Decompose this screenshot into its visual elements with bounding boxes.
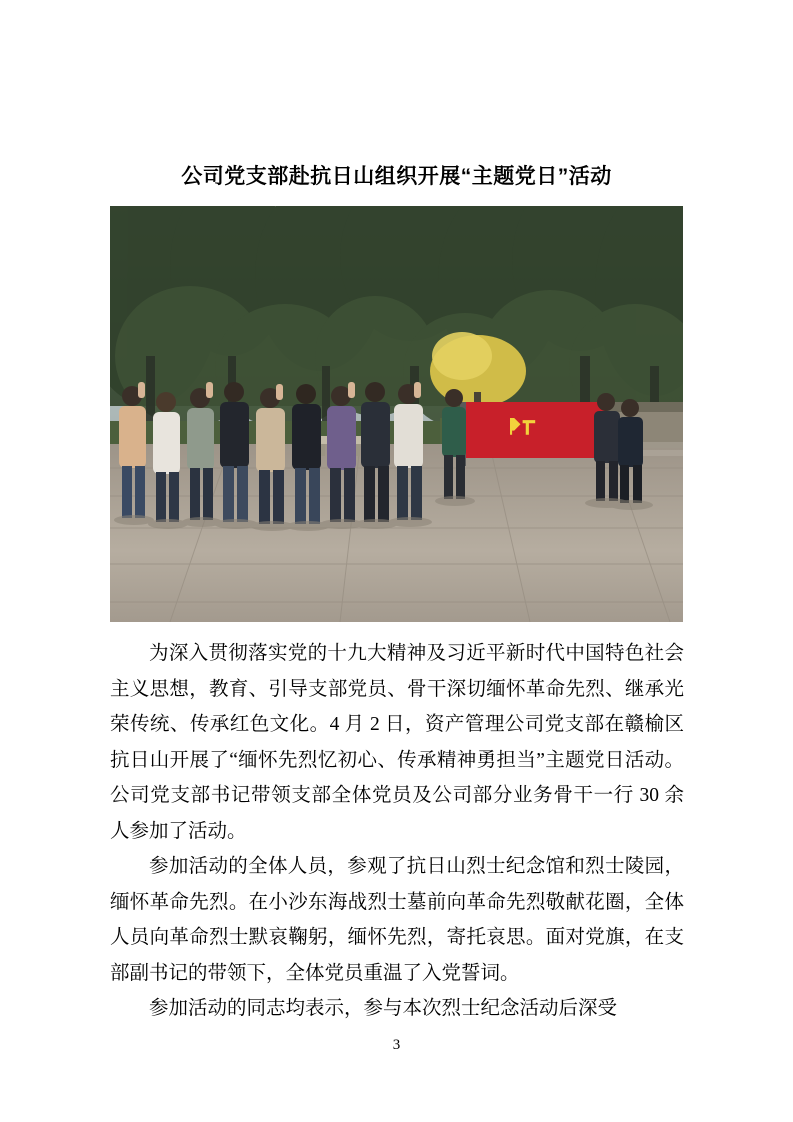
page-title: 公司党支部赴抗日山组织开展“主题党日”活动 [181,165,612,188]
paragraph-1: 为深入贯彻落实党的十九大精神及习近平新时代中国特色社会主义思想，教育、引导支部党员、骨干深切缅怀革命先烈、继承光荣传统、传承红色文化。4 月 2 日，资产管理公司党支部在赣榆区抗日山开展了“缅怀先烈忆初心、传承精神勇担当”主题党日活动。公司党支部书记带领支部全体党员及公司部分业务骨干一行 30 余人参加了活动。 [110,643,684,842]
paragraph-2: 参加活动的全体人员，参观了抗日山烈士纪念馆和烈士陵园，缅怀革命先烈。在小沙东海战烈士墓前向革命先烈敬献花圈，全体人员向革命烈士默哀鞠躬，缅怀先烈，寄托哀思。面对党旗，在支部副书记的带领下，全体党员重温了入党誓词。 [110,856,684,984]
page-number: 3 [392,1037,401,1053]
paragraph-3: 参加活动的同志均表示，参与本次烈士纪念活动后深受 [149,998,618,1019]
article-photo [110,206,683,622]
article-body [110,636,684,1027]
